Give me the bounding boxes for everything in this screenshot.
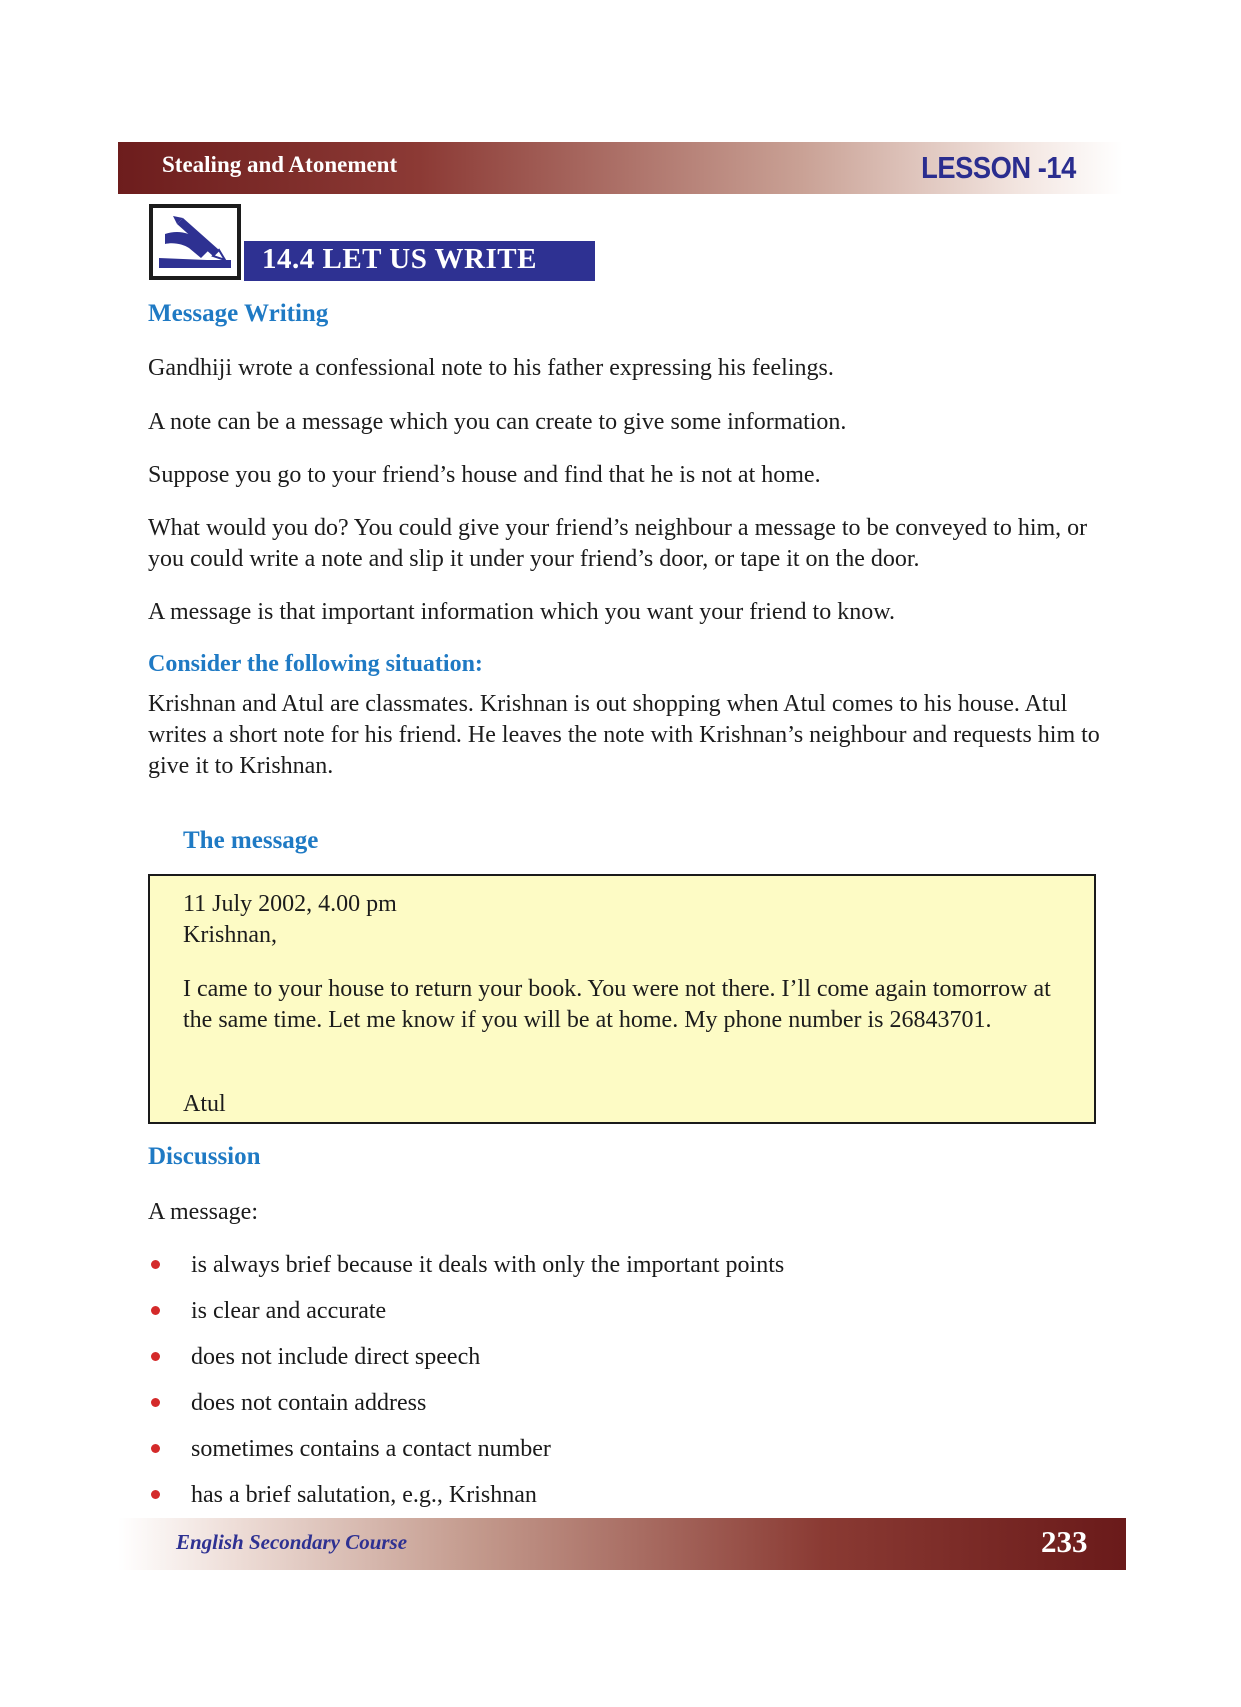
paragraph: A message is that important information which you want your friend to know. (148, 599, 895, 625)
discussion-intro: A message: (148, 1199, 258, 1225)
bullet-icon (151, 1398, 160, 1407)
paragraph: Gandhiji wrote a confessional note to his father expressing his feelings. (148, 355, 834, 381)
list-item-text: is clear and accurate (191, 1298, 387, 1324)
list-item-text: does not include direct speech (191, 1344, 481, 1370)
situation-text: Krishnan and Atul are classmates. Krishnan is out shopping when Atul comes to his house. Atul writes a short note for his friend. He leaves the note with Krishnan’s neighbour and requests him to give it to Krishnan. (148, 691, 1100, 779)
list-item (148, 1250, 1108, 1296)
bullet-icon (151, 1352, 160, 1361)
discussion-points (148, 1250, 1108, 1526)
paragraph: A note can be a message which you can create to give some information. (148, 409, 847, 435)
message-heading: The message (183, 827, 319, 854)
bullet-icon (151, 1260, 160, 1269)
message-body: I came to your house to return your book. You were not there. I’ll come again tomorrow at the same time. Let me know if you will be at home. My phone number is 26843701. (183, 976, 1051, 1033)
footer-course-title: English Secondary Course (176, 1530, 408, 1554)
list-item-text: sometimes contains a contact number (191, 1436, 551, 1462)
list-item (148, 1434, 1108, 1480)
list-item-text: is always brief because it deals with only the important points (191, 1252, 785, 1278)
pen-writing-icon (155, 210, 235, 274)
list-item (148, 1296, 1108, 1342)
message-salutation: Krishnan, (183, 922, 277, 948)
page-number: 233 (1041, 1524, 1088, 1559)
paragraph: Suppose you go to your friend’s house and find that he is not at home. (148, 462, 821, 488)
message-signature: Atul (183, 1091, 226, 1117)
list-item-text: has a brief salutation, e.g., Krishnan (191, 1482, 537, 1508)
lesson-label: LESSON -14 (921, 150, 1076, 185)
bullet-icon (151, 1490, 160, 1499)
situation-heading: Consider the following situation: (148, 651, 483, 677)
list-item-text: does not contain address (191, 1390, 427, 1416)
list-item (148, 1388, 1108, 1434)
discussion-heading: Discussion (148, 1143, 261, 1170)
message-date: 11 July 2002, 4.00 pm (183, 891, 397, 917)
bullet-icon (151, 1444, 160, 1453)
chapter-title: Stealing and Atonement (162, 152, 398, 177)
section-heading: 14.4 LET US WRITE (262, 243, 537, 275)
message-writing-heading: Message Writing (148, 300, 329, 327)
paragraph: What would you do? You could give your friend’s neighbour a message to be conveyed to him, or you could write a note and slip it under your friend’s door, or tape it on the door. (148, 515, 1088, 572)
section-icon-box (149, 204, 241, 280)
list-item (148, 1342, 1108, 1388)
bullet-icon (151, 1306, 160, 1315)
